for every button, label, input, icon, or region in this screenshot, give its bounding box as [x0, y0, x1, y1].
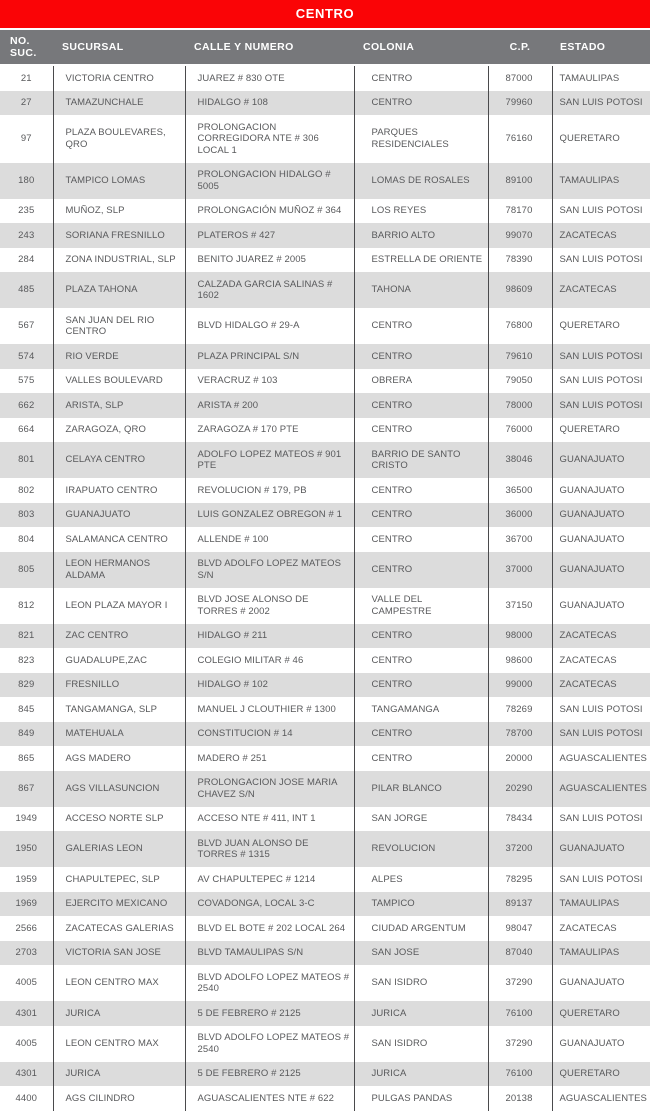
cell-no: 575 — [18, 375, 35, 386]
column-header-colonia: COLONIA — [354, 29, 488, 65]
cell-no: 21 — [20, 72, 32, 84]
table-row — [0, 272, 650, 308]
cell-cp: 37000 — [488, 552, 552, 588]
cell-cp: 78390 — [488, 248, 552, 273]
cell-sucursal: LEON CENTRO MAX — [53, 965, 185, 1001]
table-row — [0, 648, 650, 673]
table-row — [0, 308, 650, 344]
cell-no: 803 — [18, 509, 35, 520]
cell-cp: 78269 — [488, 697, 552, 722]
cell-calle: BLVD HIDALGO # 29-A — [185, 308, 354, 344]
cell-colonia: CENTRO — [354, 673, 488, 698]
cell-cp: 37200 — [488, 831, 552, 867]
cell-no: 802 — [18, 484, 35, 496]
cell-cp: 76160 — [488, 115, 552, 163]
cell-cp: 36500 — [488, 478, 552, 503]
table-row — [0, 199, 650, 224]
cell-no: 235 — [18, 205, 35, 216]
cell-no: 27 — [20, 97, 32, 108]
cell-sucursal: GUANAJUATO — [53, 503, 185, 528]
cell-colonia: CENTRO — [354, 478, 488, 503]
cell-colonia: CENTRO — [354, 503, 488, 528]
cell-calle: PROLONGACION JOSE MARIA CHAVEZ S/N — [185, 771, 354, 807]
cell-sucursal: MUÑOZ, SLP — [53, 199, 185, 224]
cell-calle: BENITO JUAREZ # 2005 — [185, 248, 354, 273]
cell-cp: 37150 — [488, 588, 552, 624]
cell-calle: 5 DE FEBRERO # 2125 — [185, 1001, 354, 1026]
cell-sucursal: RIO VERDE — [53, 344, 185, 369]
table-row — [0, 1001, 650, 1026]
cell-estado: TAMAULIPAS — [552, 163, 650, 199]
table-row — [0, 867, 650, 892]
cell-cp: 78170 — [488, 199, 552, 224]
cell-sucursal: AGS MADERO — [53, 746, 185, 771]
cell-calle: HIDALGO # 108 — [185, 91, 354, 116]
table-row — [0, 1062, 650, 1087]
table-row — [0, 344, 650, 369]
cell-calle: BLVD JOSE ALONSO DE TORRES # 2002 — [185, 588, 354, 624]
cell-calle: BLVD ADOLFO LOPEZ MATEOS # 2540 — [185, 965, 354, 1001]
cell-sucursal: JURICA — [53, 1062, 185, 1087]
cell-calle: ALLENDE # 100 — [185, 527, 354, 552]
cell-sucursal: MATEHUALA — [53, 722, 185, 747]
cell-sucursal: SORIANA FRESNILLO — [53, 223, 185, 248]
cell-sucursal: VICTORIA CENTRO — [53, 65, 185, 91]
cell-cp: 99000 — [488, 673, 552, 698]
column-header-sucursal: SUCURSAL — [53, 29, 185, 65]
cell-cp: 20290 — [488, 771, 552, 807]
cell-cp: 78000 — [488, 393, 552, 418]
cell-colonia: LOS REYES — [354, 199, 488, 224]
cell-colonia: SAN JOSE — [354, 941, 488, 966]
cell-sucursal: ZARAGOZA, QRO — [53, 418, 185, 443]
cell-cp: 37290 — [488, 965, 552, 1001]
cell-no: 4301 — [15, 1007, 38, 1019]
cell-sucursal: PLAZA TAHONA — [53, 272, 185, 308]
cell-cp: 98600 — [488, 648, 552, 673]
column-header-estado: ESTADO — [552, 29, 650, 65]
cell-calle: ACCESO NTE # 411, INT 1 — [185, 807, 354, 832]
cell-cp: 78434 — [488, 807, 552, 832]
table-row — [0, 1026, 650, 1062]
cell-calle: BLVD TAMAULIPAS S/N — [185, 941, 354, 966]
cell-no: 180 — [18, 174, 35, 186]
cell-estado: QUERETARO — [552, 418, 650, 443]
table-row — [0, 892, 650, 917]
cell-sucursal: EJERCITO MEXICANO — [53, 892, 185, 917]
cell-estado: SAN LUIS POTOSI — [552, 393, 650, 418]
cell-cp: 38046 — [488, 442, 552, 478]
cell-calle: PROLONGACIÓN MUÑOZ # 364 — [185, 199, 354, 224]
cell-calle: PROLONGACION HIDALGO # 5005 — [185, 163, 354, 199]
cell-sucursal: ZACATECAS GALERIAS — [53, 916, 185, 941]
cell-colonia: JURICA — [354, 1062, 488, 1087]
cell-no: 812 — [18, 599, 35, 611]
cell-cp: 89100 — [488, 163, 552, 199]
cell-colonia: CENTRO — [354, 624, 488, 649]
cell-no: 867 — [18, 782, 35, 794]
cell-cp: 20138 — [488, 1086, 552, 1111]
cell-calle: VERACRUZ # 103 — [185, 369, 354, 394]
cell-no: 823 — [18, 654, 35, 666]
table-row — [0, 163, 650, 199]
cell-estado: GUANAJUATO — [552, 1026, 650, 1062]
cell-calle: ZARAGOZA # 170 PTE — [185, 418, 354, 443]
cell-sucursal: TANGAMANGA, SLP — [53, 697, 185, 722]
cell-calle: BLVD ADOLFO LOPEZ MATEOS S/N — [185, 552, 354, 588]
cell-sucursal: CHAPULTEPEC, SLP — [53, 867, 185, 892]
cell-sucursal: AGS VILLASUNCION — [53, 771, 185, 807]
cell-no: 845 — [18, 703, 35, 715]
cell-sucursal: LEON CENTRO MAX — [53, 1026, 185, 1062]
cell-no: 801 — [18, 454, 35, 466]
cell-sucursal: CELAYA CENTRO — [53, 442, 185, 478]
cell-colonia: SAN JORGE — [354, 807, 488, 832]
cell-colonia: CENTRO — [354, 527, 488, 552]
table-row — [0, 722, 650, 747]
cell-no: 574 — [18, 350, 35, 362]
cell-colonia: CIUDAD ARGENTUM — [354, 916, 488, 941]
table-row — [0, 248, 650, 273]
table-row — [0, 807, 650, 832]
cell-colonia: BARRIO ALTO — [354, 223, 488, 248]
cell-cp: 87000 — [488, 65, 552, 91]
cell-colonia: PARQUES RESIDENCIALES — [354, 115, 488, 163]
table-row — [0, 91, 650, 116]
cell-no: 1950 — [15, 843, 38, 855]
cell-estado: QUERETARO — [552, 1062, 650, 1087]
column-header-no-suc: NO. SUC. — [0, 29, 53, 65]
cell-calle: LUIS GONZALEZ OBREGON # 1 — [185, 503, 354, 528]
cell-sucursal: PLAZA BOULEVARES, QRO — [53, 115, 185, 163]
cell-sucursal: SALAMANCA CENTRO — [53, 527, 185, 552]
cell-no: 567 — [18, 320, 35, 332]
cell-no: 849 — [18, 728, 35, 739]
cell-no: 804 — [18, 533, 35, 545]
cell-calle: AV CHAPULTEPEC # 1214 — [185, 867, 354, 892]
table-row — [0, 697, 650, 722]
cell-colonia: PILAR BLANCO — [354, 771, 488, 807]
cell-cp: 36000 — [488, 503, 552, 528]
cell-estado: AGUASCALIENTES — [552, 746, 650, 771]
cell-no: 662 — [18, 399, 35, 411]
cell-colonia: CENTRO — [354, 722, 488, 747]
cell-estado: AGUASCALIENTES — [552, 1086, 650, 1111]
cell-estado: ZACATECAS — [552, 673, 650, 698]
table-row — [0, 1086, 650, 1111]
cell-colonia: TANGAMANGA — [354, 697, 488, 722]
cell-colonia: CENTRO — [354, 418, 488, 443]
cell-estado: GUANAJUATO — [552, 965, 650, 1001]
table-row — [0, 393, 650, 418]
table-row — [0, 588, 650, 624]
cell-colonia: TAHONA — [354, 272, 488, 308]
cell-cp: 98047 — [488, 916, 552, 941]
cell-colonia: JURICA — [354, 1001, 488, 1026]
cell-estado: GUANAJUATO — [552, 552, 650, 588]
cell-sucursal: TAMAZUNCHALE — [53, 91, 185, 116]
cell-calle: COLEGIO MILITAR # 46 — [185, 648, 354, 673]
table-row — [0, 771, 650, 807]
cell-no: 4301 — [15, 1068, 38, 1079]
cell-cp: 98609 — [488, 272, 552, 308]
column-header-calle-numero: CALLE Y NUMERO — [185, 29, 354, 65]
cell-sucursal: ACCESO NORTE SLP — [53, 807, 185, 832]
cell-sucursal: VICTORIA SAN JOSE — [53, 941, 185, 966]
cell-no: 2566 — [15, 922, 38, 934]
cell-calle: MADERO # 251 — [185, 746, 354, 771]
cell-sucursal: GALERIAS LEON — [53, 831, 185, 867]
cell-estado: SAN LUIS POTOSI — [552, 248, 650, 273]
cell-colonia: LOMAS DE ROSALES — [354, 163, 488, 199]
cell-cp: 87040 — [488, 941, 552, 966]
table-row — [0, 527, 650, 552]
cell-sucursal: ZAC CENTRO — [53, 624, 185, 649]
cell-calle: AGUASCALIENTES NTE # 622 — [185, 1086, 354, 1111]
branches-table — [0, 28, 650, 1111]
table-row — [0, 503, 650, 528]
cell-estado: GUANAJUATO — [552, 831, 650, 867]
cell-cp: 89137 — [488, 892, 552, 917]
cell-no: 2703 — [15, 947, 38, 958]
cell-sucursal: AGS CILINDRO — [53, 1086, 185, 1111]
cell-cp: 78700 — [488, 722, 552, 747]
cell-cp: 99070 — [488, 223, 552, 248]
cell-estado: GUANAJUATO — [552, 478, 650, 503]
cell-cp: 78295 — [488, 867, 552, 892]
cell-cp: 76800 — [488, 308, 552, 344]
cell-colonia: ALPES — [354, 867, 488, 892]
cell-estado: SAN LUIS POTOSI — [552, 867, 650, 892]
cell-estado: GUANAJUATO — [552, 503, 650, 528]
cell-cp: 37290 — [488, 1026, 552, 1062]
table-row — [0, 442, 650, 478]
cell-colonia: PULGAS PANDAS — [354, 1086, 488, 1111]
cell-no: 1949 — [15, 813, 38, 824]
cell-sucursal: ZONA INDUSTRIAL, SLP — [53, 248, 185, 273]
cell-colonia: CENTRO — [354, 91, 488, 116]
cell-no: 1959 — [15, 873, 38, 885]
cell-estado: ZACATECAS — [552, 916, 650, 941]
cell-no: 4400 — [15, 1092, 38, 1104]
cell-cp: 76000 — [488, 418, 552, 443]
table-row — [0, 478, 650, 503]
cell-estado: TAMAULIPAS — [552, 892, 650, 917]
cell-calle: PLATEROS # 427 — [185, 223, 354, 248]
cell-estado: SAN LUIS POTOSI — [552, 91, 650, 116]
table-row — [0, 965, 650, 1001]
table-row — [0, 369, 650, 394]
cell-no: 829 — [18, 679, 35, 690]
cell-estado: SAN LUIS POTOSI — [552, 344, 650, 369]
cell-sucursal: TAMPICO LOMAS — [53, 163, 185, 199]
cell-calle: 5 DE FEBRERO # 2125 — [185, 1062, 354, 1087]
cell-sucursal: VALLES BOULEVARD — [53, 369, 185, 394]
table-row — [0, 223, 650, 248]
cell-calle: BLVD ADOLFO LOPEZ MATEOS # 2540 — [185, 1026, 354, 1062]
cell-estado: QUERETARO — [552, 308, 650, 344]
cell-estado: SAN LUIS POTOSI — [552, 199, 650, 224]
cell-colonia: CENTRO — [354, 648, 488, 673]
cell-colonia: VALLE DEL CAMPESTRE — [354, 588, 488, 624]
cell-colonia: REVOLUCION — [354, 831, 488, 867]
cell-calle: CALZADA GARCIA SALINAS # 1602 — [185, 272, 354, 308]
table-row — [0, 916, 650, 941]
cell-estado: GUANAJUATO — [552, 588, 650, 624]
cell-estado: ZACATECAS — [552, 648, 650, 673]
cell-colonia: CENTRO — [354, 344, 488, 369]
table-row — [0, 418, 650, 443]
cell-estado: SAN LUIS POTOSI — [552, 722, 650, 747]
cell-estado: SAN LUIS POTOSI — [552, 369, 650, 394]
cell-estado: ZACATECAS — [552, 624, 650, 649]
cell-sucursal: LEON HERMANOS ALDAMA — [53, 552, 185, 588]
header-row — [0, 29, 650, 65]
cell-calle: CONSTITUCION # 14 — [185, 722, 354, 747]
cell-estado: ZACATECAS — [552, 272, 650, 308]
cell-colonia: ESTRELLA DE ORIENTE — [354, 248, 488, 273]
cell-no: 805 — [18, 563, 35, 575]
cell-no: 664 — [18, 424, 35, 435]
table-body — [0, 65, 650, 1111]
cell-calle: ARISTA # 200 — [185, 393, 354, 418]
cell-cp: 79610 — [488, 344, 552, 369]
cell-colonia: BARRIO DE SANTO CRISTO — [354, 442, 488, 478]
cell-no: 97 — [20, 133, 32, 144]
cell-colonia: CENTRO — [354, 308, 488, 344]
table-row — [0, 831, 650, 867]
cell-estado: SAN LUIS POTOSI — [552, 697, 650, 722]
cell-calle: ADOLFO LOPEZ MATEOS # 901 PTE — [185, 442, 354, 478]
cell-estado: GUANAJUATO — [552, 527, 650, 552]
cell-no: 821 — [18, 630, 35, 641]
cell-calle: BLVD EL BOTE # 202 LOCAL 264 — [185, 916, 354, 941]
region-title-banner: CENTRO — [0, 0, 650, 28]
cell-estado: GUANAJUATO — [552, 442, 650, 478]
cell-colonia: SAN ISIDRO — [354, 965, 488, 1001]
cell-calle: HIDALGO # 211 — [185, 624, 354, 649]
cell-no: 4005 — [15, 1037, 38, 1049]
cell-no: 865 — [18, 752, 35, 764]
cell-no: 4005 — [15, 977, 38, 989]
cell-sucursal: IRAPUATO CENTRO — [53, 478, 185, 503]
cell-cp: 98000 — [488, 624, 552, 649]
cell-sucursal: FRESNILLO — [53, 673, 185, 698]
cell-colonia: TAMPICO — [354, 892, 488, 917]
cell-calle: JUAREZ # 830 OTE — [185, 65, 354, 91]
cell-no: 1969 — [15, 898, 38, 909]
cell-no: 243 — [18, 229, 35, 241]
cell-colonia: CENTRO — [354, 393, 488, 418]
cell-calle: MANUEL J CLOUTHIER # 1300 — [185, 697, 354, 722]
table-row — [0, 65, 650, 91]
cell-estado: AGUASCALIENTES — [552, 771, 650, 807]
cell-estado: QUERETARO — [552, 1001, 650, 1026]
column-header-cp: C.P. — [488, 29, 552, 65]
cell-calle: HIDALGO # 102 — [185, 673, 354, 698]
cell-sucursal: JURICA — [53, 1001, 185, 1026]
cell-estado: QUERETARO — [552, 115, 650, 163]
table-row — [0, 115, 650, 163]
cell-estado: TAMAULIPAS — [552, 65, 650, 91]
cell-no: 485 — [18, 284, 35, 296]
cell-cp: 76100 — [488, 1062, 552, 1087]
cell-sucursal: GUADALUPE,ZAC — [53, 648, 185, 673]
cell-sucursal: LEON PLAZA MAYOR I — [53, 588, 185, 624]
cell-estado: TAMAULIPAS — [552, 941, 650, 966]
table-header — [0, 29, 650, 65]
cell-colonia: OBRERA — [354, 369, 488, 394]
cell-sucursal: SAN JUAN DEL RIO CENTRO — [53, 308, 185, 344]
cell-calle: BLVD JUAN ALONSO DE TORRES # 1315 — [185, 831, 354, 867]
cell-colonia: CENTRO — [354, 552, 488, 588]
cell-calle: PLAZA PRINCIPAL S/N — [185, 344, 354, 369]
cell-cp: 79050 — [488, 369, 552, 394]
cell-sucursal: ARISTA, SLP — [53, 393, 185, 418]
cell-cp: 76100 — [488, 1001, 552, 1026]
cell-colonia: SAN ISIDRO — [354, 1026, 488, 1062]
table-row — [0, 552, 650, 588]
cell-cp: 79960 — [488, 91, 552, 116]
table-row — [0, 941, 650, 966]
cell-colonia: CENTRO — [354, 746, 488, 771]
cell-estado: SAN LUIS POTOSI — [552, 807, 650, 832]
cell-cp: 20000 — [488, 746, 552, 771]
cell-calle: COVADONGA, LOCAL 3-C — [185, 892, 354, 917]
cell-estado: ZACATECAS — [552, 223, 650, 248]
table-row — [0, 746, 650, 771]
cell-calle: PROLONGACION CORREGIDORA NTE # 306 LOCAL 1 — [185, 115, 354, 163]
cell-colonia: CENTRO — [354, 65, 488, 91]
cell-calle: REVOLUCION # 179, PB — [185, 478, 354, 503]
table-row — [0, 624, 650, 649]
table-row — [0, 673, 650, 698]
cell-no: 284 — [18, 254, 35, 265]
cell-cp: 36700 — [488, 527, 552, 552]
